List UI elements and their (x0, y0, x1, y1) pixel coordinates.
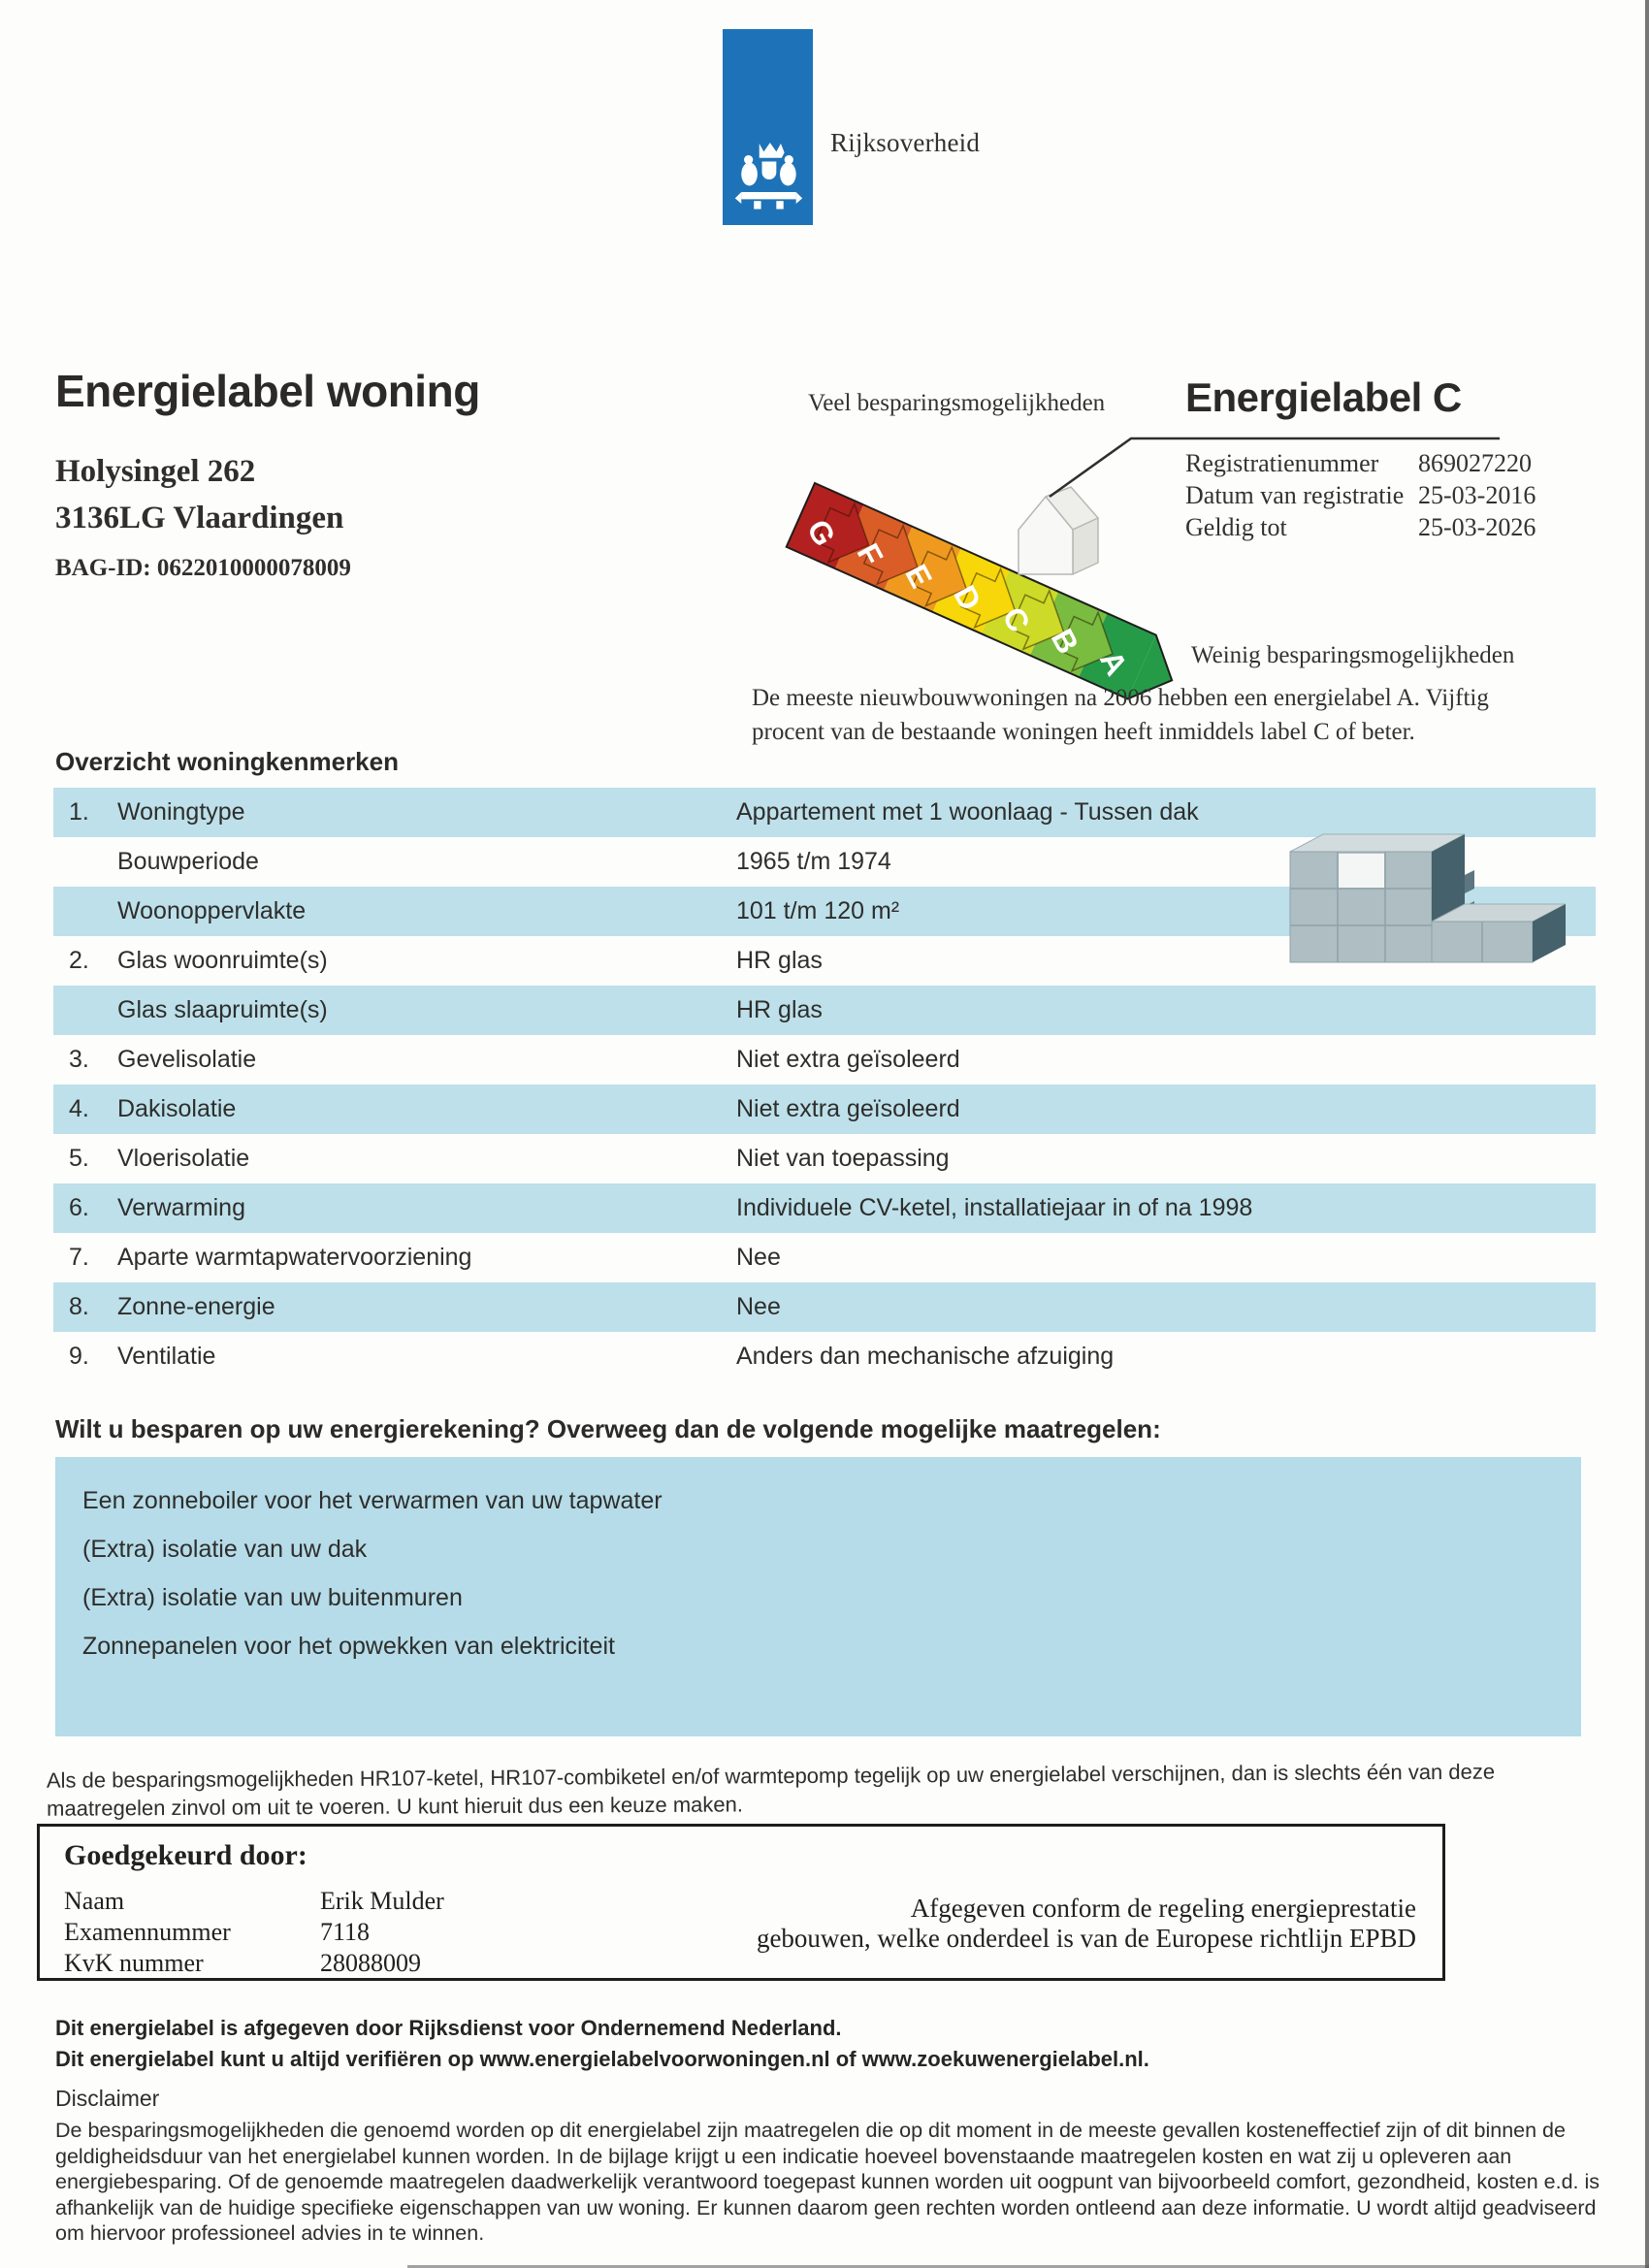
row-label: Bouwperiode (117, 848, 259, 875)
registration-row (1185, 479, 1536, 511)
label-note: De meeste nieuwbouwwoningen na 2006 hebben een energielabel A. Vijftig procent van de bestaande woningen heeft inmiddels label C of beter. (752, 685, 1489, 745)
issued-by-line: Dit energielabel is afgegeven door Rijksdienst voor Ondernemend Nederland. (55, 2016, 842, 2040)
approval-row (64, 1948, 444, 1979)
measures-heading: Wilt u besparen op uw energierekening? Overweeg dan de volgende mogelijke maatregelen: (55, 1414, 1161, 1443)
measure-item: Een zonneboiler voor het verwarmen van uw tapwater (82, 1487, 663, 1514)
registration-value: 25-03-2016 (1418, 481, 1536, 509)
row-value: Niet extra geïsoleerd (736, 1095, 960, 1122)
disclaimer-heading: Disclaimer (55, 2086, 160, 2111)
verify-line: Dit energielabel kunt u altijd verifiëren op www.energielabelvoorwoningen.nl of www.zoekuwenergielabel.nl. (55, 2047, 1149, 2071)
table-row (53, 1183, 1596, 1233)
row-label: Woningtype (117, 798, 245, 826)
scale-letter-c: C (995, 601, 1038, 638)
address-line-2: 3136LG Vlaardingen (55, 501, 344, 535)
row-label: Verwarming (117, 1194, 245, 1221)
table-row (53, 1085, 1596, 1134)
registration-row (1185, 447, 1536, 479)
characteristics-heading: Overzicht woningkenmerken (55, 747, 399, 776)
row-value: Anders dan mechanische afzuiging (736, 1343, 1115, 1370)
scale-letter-f: F (850, 537, 890, 571)
row-value: Individuele CV-ketel, installatiejaar in of na 1998 (736, 1194, 1253, 1221)
measure-item: (Extra) isolatie van uw dak (82, 1536, 368, 1563)
approval-value: 7118 (320, 1918, 371, 1946)
row-label: Woonoppervlakte (117, 897, 307, 924)
row-value: Appartement met 1 woonlaag - Tussen dak (736, 798, 1199, 826)
registration-block (1185, 447, 1536, 543)
row-value: HR glas (736, 996, 823, 1023)
address-line-1: Holysingel 262 (55, 454, 256, 489)
conform-line-1: Afgegeven conform de regeling energieprestatie (910, 1894, 1416, 1923)
scale-letter-a: A (1092, 644, 1135, 682)
row-value: Nee (736, 1244, 781, 1271)
row-label: Zonne-energie (117, 1293, 275, 1320)
measures-box (55, 1457, 1581, 1736)
row-label: Ventilatie (117, 1343, 216, 1370)
approval-row (64, 1886, 444, 1917)
measure-item: (Extra) isolatie van uw buitenmuren (82, 1584, 463, 1611)
registration-value: 869027220 (1418, 449, 1532, 477)
approval-value: 28088009 (320, 1949, 421, 1977)
building-type-illustration (1278, 817, 1569, 982)
logo-wordmark: Rijksoverheid (830, 128, 981, 157)
row-number: 1. (69, 798, 89, 826)
row-value: Nee (736, 1293, 781, 1320)
row-label: Gevelisolatie (117, 1046, 257, 1073)
row-number: 2. (69, 947, 89, 974)
row-number: 9. (69, 1343, 89, 1370)
row-value: HR glas (736, 947, 823, 974)
row-number: 4. (69, 1095, 89, 1122)
table-row (53, 1332, 1596, 1381)
row-number: 7. (69, 1244, 89, 1271)
conform-statement (621, 1894, 1416, 1954)
registration-label: Datum van registratie (1185, 481, 1405, 509)
conform-line-2: gebouwen, welke onderdeel is van de Europese richtlijn EPBD (756, 1924, 1416, 1953)
row-label: Glas woonruimte(s) (117, 947, 328, 974)
scale-letter-b: B (1044, 623, 1086, 660)
row-number: 3. (69, 1046, 89, 1073)
highlighted-apartment-unit (1339, 854, 1384, 888)
approval-heading: Goedgekeurd door: (64, 1839, 307, 1871)
approval-value: Erik Mulder (320, 1887, 444, 1915)
table-row (53, 986, 1596, 1035)
row-number: 5. (69, 1145, 89, 1172)
bag-id: BAG-ID: 0622010000078009 (55, 555, 351, 581)
more-savings-caption: Veel besparingsmogelijkheden (808, 390, 1106, 416)
row-number: 6. (69, 1194, 89, 1221)
table-row (53, 1233, 1596, 1282)
row-label: Glas slaapruimte(s) (117, 996, 328, 1023)
scale-letter-g: G (800, 513, 843, 552)
row-number: 8. (69, 1293, 89, 1320)
page-title: Energielabel woning (55, 366, 480, 416)
disclaimer-text: De besparingsmogelijkheden die genoemd worden op dit energielabel zijn maatregelen die op dit moment in de meeste gevallen kosteneffectief zijn of dit binnen de geldigheidsduur van het energielabel kunnen worden. In de bijlage krijgt u een indicatie hoeveel bovenstaande maatregelen kosten en wat zij u opleveren aan energiebesparing. Of de genoemde maatregelen daadwerkelijk verantwoord toegepast kunnen worden uit oogpunt van bijvoorbeeld comfort, gezondheid, kosten e.d. is afhankelijk van de huidige specifieke eigenschappen van uw woning. Er kunnen daarom geen rechten worden ontleend aan deze informatie. U wordt altijd geadviseerd om hiervoor professioneel advies in te winnen. (55, 2119, 1600, 2245)
row-label: Aparte warmtapwatervoorziening (117, 1244, 472, 1271)
row-value: Niet van toepassing (736, 1145, 950, 1172)
registration-label: Geldig tot (1185, 513, 1287, 541)
approval-row (64, 1917, 444, 1948)
coat-of-arms-icon (732, 140, 804, 219)
table-row (53, 1282, 1596, 1332)
scale-letter-d: D (947, 579, 988, 616)
scale-letter-e: E (898, 559, 940, 594)
registration-row (1185, 511, 1536, 543)
row-label: Dakisolatie (117, 1095, 237, 1122)
table-row (53, 1134, 1596, 1183)
approval-label: KvK nummer (64, 1949, 204, 1977)
less-savings-caption: Weinig besparingsmogelijkheden (1191, 642, 1515, 668)
approval-label: Examennummer (64, 1918, 231, 1946)
row-value: 1965 t/m 1974 (736, 848, 891, 875)
measure-item: Zonnepanelen voor het opwekken van elektriciteit (82, 1633, 615, 1660)
registration-value: 25-03-2026 (1418, 513, 1536, 541)
rijksoverheid-logo (723, 29, 813, 225)
approval-fields (64, 1886, 444, 1979)
row-label: Vloerisolatie (117, 1145, 250, 1172)
energy-label-title: Energielabel C (1185, 374, 1462, 420)
row-value: Niet extra geïsoleerd (736, 1046, 960, 1073)
approval-label: Naam (64, 1887, 125, 1915)
registration-label: Registratienummer (1185, 449, 1379, 477)
scan-edge-artifact (1645, 0, 1649, 2268)
hr107-note: Als de besparingsmogelijkheden HR107-ketel, HR107-combiketel en/of warmtepomp tegelijk op uw energielabel verschijnen, dan is slechts één van deze maatregelen zinvol om uit te voeren. U kunt hieruit dus een keuze maken. (46, 1759, 1496, 1821)
table-row (53, 1035, 1596, 1085)
row-value: 101 t/m 120 m² (736, 897, 900, 924)
